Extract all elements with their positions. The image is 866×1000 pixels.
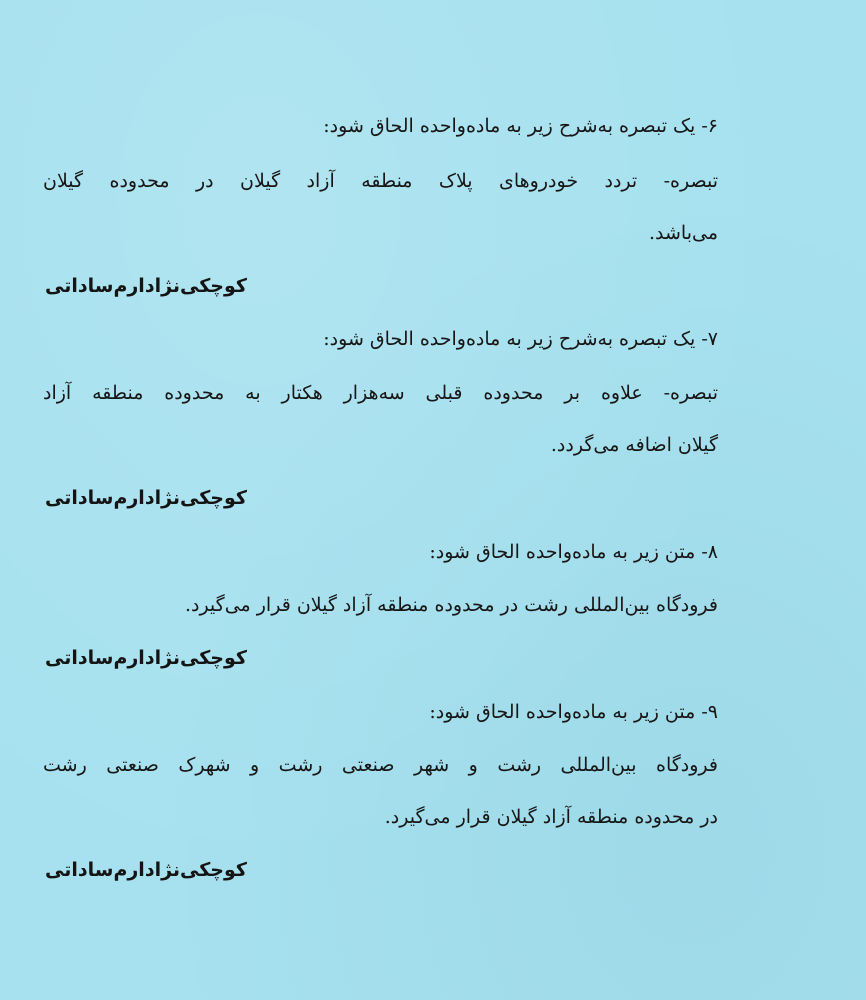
item-9-signature: کوچکی‌نژادارم‌ساداتی [45,859,247,881]
item-7-body-line-1: تبصره- علاوه بر محدوده قبلی سه‌هزار هکتار به محدوده منطقه آزاد [43,382,718,404]
item-8-body-line-1: فرودگاه بین‌المللی رشت در محدوده منطقه آزاد گیلان قرار می‌گیرد. [184,594,718,616]
item-8-signature: کوچکی‌نژادارم‌ساداتی [45,647,247,669]
item-6-body-line-1: تبصره- تردد خودروهای پلاک منطقه آزاد گیلان در محدوده گیلان [43,170,718,192]
item-7-body-line-2: گیلان اضافه می‌گردد. [550,434,718,456]
item-6-body-line-2: می‌باشد. [648,222,718,244]
item-7-heading: ۷- یک تبصره به‌شرح زیر به ماده‌واحده الحاق شود: [323,328,718,350]
item-9-body-line-2: در محدوده منطقه آزاد گیلان قرار می‌گیرد. [384,806,718,828]
item-9-body-line-1: فرودگاه بین‌المللی رشت و شهر صنعتی رشت و شهرک صنعتی رشت [43,754,718,776]
item-7-signature: کوچکی‌نژادارم‌ساداتی [45,487,247,509]
item-6-signature: کوچکی‌نژادارم‌ساداتی [45,275,247,297]
item-9-heading: ۹- متن زیر به ماده‌واحده الحاق شود: [429,701,718,723]
item-6-heading: ۶- یک تبصره به‌شرح زیر به ماده‌واحده الحاق شود: [323,115,718,137]
item-8-heading: ۸- متن زیر به ماده‌واحده الحاق شود: [429,541,718,563]
